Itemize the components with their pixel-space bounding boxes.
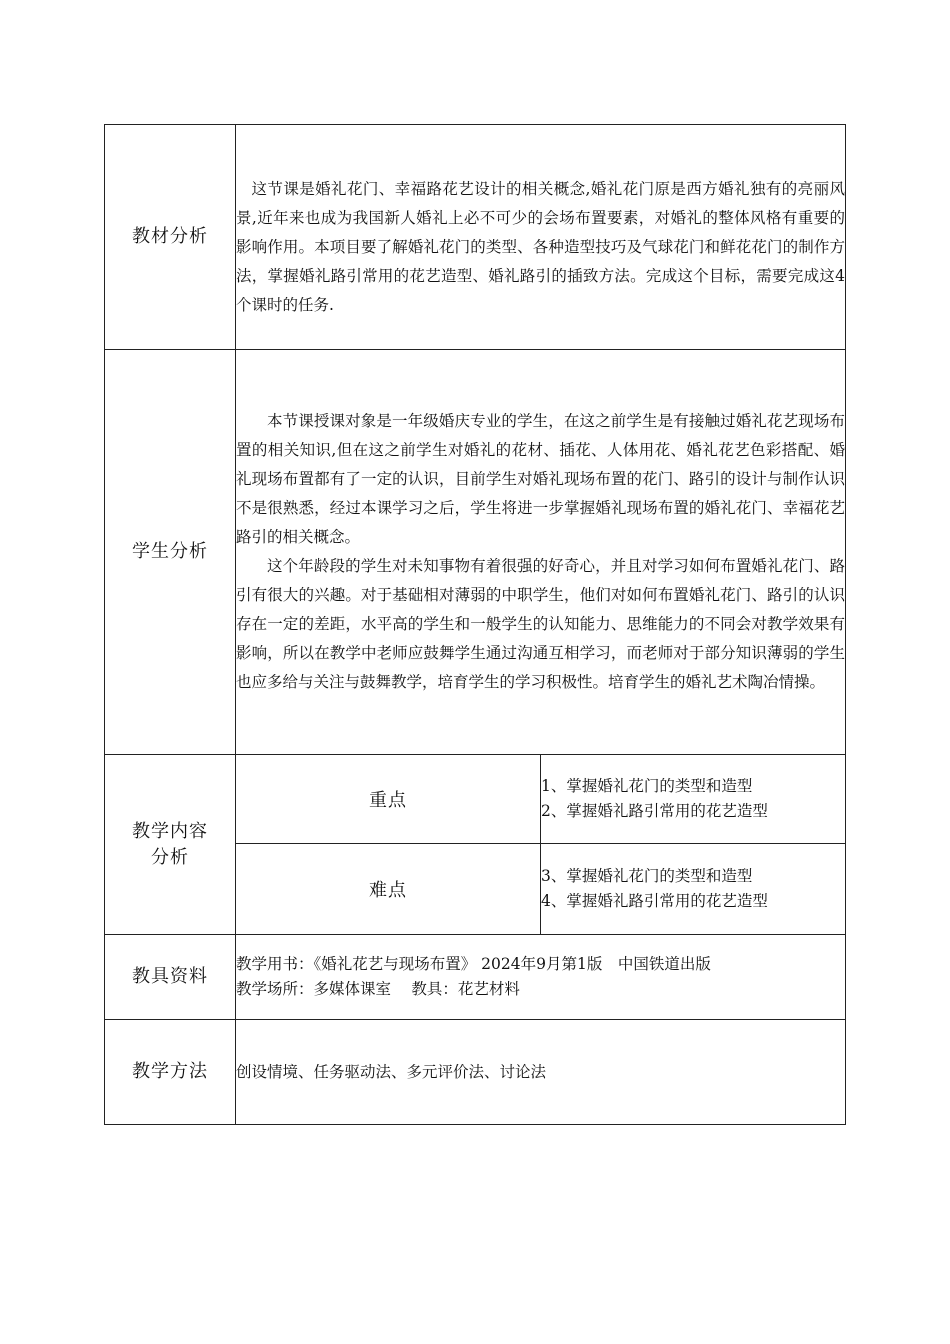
row-key-points	[105, 755, 846, 844]
label-content-analysis-line-1: 教学内容	[132, 820, 208, 842]
label-student-analysis: 学生分析	[105, 350, 236, 755]
textbook-analysis-text: 这节课是婚礼花门、幸福路花艺设计的相关概念,婚礼花门原是西方婚礼独有的亮丽风景,近年来也成为我国新人婚礼上必不可少的会场布置要素，对婚礼的整体风格有重要的影响作用。本项目要了解婚礼花门的类型、各种造型技巧及气球花门和鲜花花门的制作方法，掌握婚礼路引常用的花艺造型、婚礼路引的插致方法。完成这个目标，需要完成这4个课时的任务.	[236, 179, 845, 314]
key-point-item: 2、掌握婚礼路引常用的花艺造型	[541, 802, 768, 820]
label-content-analysis	[105, 755, 236, 935]
student-analysis-paragraph-2: 这个年龄段的学生对未知事物有着很强的好奇心，并且对学习如何布置婚礼花门、路引有很大的兴趣。对于基础相对薄弱的中职学生，他们对如何布置婚礼花门、路引的认识存在一定的差距，水平高的学生和一般学生的认知能力、思维能力的不同会对教学效果有影响，所以在教学中老师应鼓舞学生通过沟通互相学习，而老师对于部分知识薄弱的学生也应多给与关注与鼓舞教学，培育学生的学习积极性。培育学生的婚礼艺术陶冶情操。	[236, 557, 845, 691]
difficult-point-item: 4、掌握婚礼路引常用的花艺造型	[541, 892, 768, 910]
label-materials: 教具资料	[105, 935, 236, 1020]
materials-line-2: 教学场所：多媒体课室 教具：花艺材料	[236, 980, 520, 998]
difficult-point-item: 3、掌握婚礼花门的类型和造型	[541, 867, 753, 885]
label-content-analysis-line-2: 分析	[151, 846, 189, 868]
row-materials	[105, 935, 846, 1020]
cell-methods	[236, 1020, 846, 1125]
materials-line-1: 教学用书：《婚礼花艺与现场布置》 2024年9月第1版 中国铁道出版	[236, 955, 711, 973]
row-methods	[105, 1020, 846, 1125]
key-point-item: 1、掌握婚礼花门的类型和造型	[541, 777, 753, 795]
cell-student-analysis	[236, 350, 846, 755]
label-methods: 教学方法	[105, 1020, 236, 1125]
cell-key-points	[541, 755, 846, 844]
cell-materials	[236, 935, 846, 1020]
row-student-analysis	[105, 350, 846, 755]
row-textbook-analysis	[105, 125, 846, 350]
methods-text: 创设情境、任务驱动法、多元评价法、讨论法	[236, 1062, 547, 1081]
student-analysis-paragraph-1: 本节课授课对象是一年级婚庆专业的学生，在这之前学生是有接触过婚礼花艺现场布置的相关知识,但在这之前学生对婚礼的花材、插花、人体用花、婚礼花艺色彩搭配、婚礼现场布置都有了一定的认识，目前学生对婚礼现场布置的花门、路引的设计与制作认识不是很熟悉，经过本课学习之后，学生将进一步掌握婚礼现场布置的婚礼花门、幸福花艺路引的相关概念。	[236, 412, 845, 546]
label-key-points: 重点	[236, 755, 541, 844]
label-difficult-points: 难点	[236, 844, 541, 935]
lesson-plan-table	[104, 124, 846, 1125]
cell-textbook-analysis	[236, 125, 846, 350]
label-textbook-analysis: 教材分析	[105, 125, 236, 350]
cell-difficult-points	[541, 844, 846, 935]
